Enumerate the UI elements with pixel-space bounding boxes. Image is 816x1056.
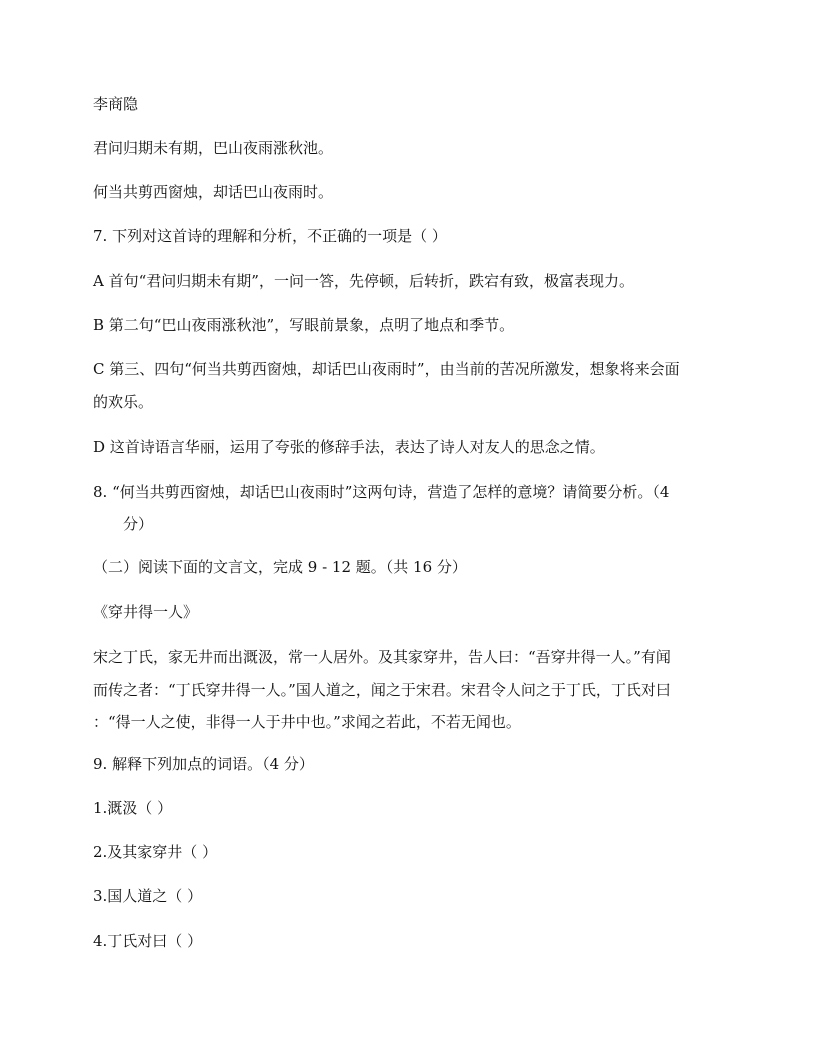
question-7: 7. 下列对这首诗的理解和分析，不正确的一项是（ ）: [93, 227, 447, 245]
section-2-heading: （二）阅读下面的文言文，完成 9 - 12 题。（共 16 分）: [93, 558, 467, 576]
option-a: A 首句“君问归期未有期”，一问一答，先停顿，后转折，跌宕有致，极富表现力。: [93, 272, 634, 290]
option-c-line-2: 的欢乐。: [93, 393, 154, 411]
poem-author: 李商隐: [93, 95, 139, 113]
poem-line-2: 何当共剪西窗烛，却话巴山夜雨时。: [93, 183, 334, 201]
question-9: 9. 解释下列加点的词语。（4 分）: [93, 755, 314, 773]
passage-title: 《穿井得一人》: [93, 603, 199, 621]
option-b: B 第二句“巴山夜雨涨秋池”，写眼前景象，点明了地点和季节。: [93, 316, 515, 334]
question-9-item-4: 4.丁氏对曰（ ）: [93, 932, 203, 950]
passage-line-2: 而传之者：“丁氏穿井得一人。”国人道之，闻之于宋君。宋君令人问之于丁氏，丁氏对曰: [93, 681, 671, 699]
question-9-item-1: 1.溉汲（ ）: [93, 799, 173, 817]
passage-line-3: ：“得一人之使，非得一人于井中也。”求闻之若此，不若无闻也。: [93, 713, 521, 731]
question-9-item-3: 3.国人道之（ ）: [93, 887, 203, 905]
question-8-line-1: 8. “何当共剪西窗烛，却话巴山夜雨时”这两句诗，营造了怎样的意境？请简要分析。（4: [93, 483, 670, 501]
poem-line-1: 君问归期未有期，巴山夜雨涨秋池。: [93, 139, 334, 157]
passage-line-1: 宋之丁氏，家无井而出溉汲，常一人居外。及其家穿井，告人曰：“吾穿井得一人。”有闻: [93, 648, 671, 666]
question-9-item-2: 2.及其家穿井（ ）: [93, 843, 218, 861]
question-8-line-2: 分）: [123, 515, 154, 533]
option-d: D 这首诗语言华丽，运用了夸张的修辞手法，表达了诗人对友人的思念之情。: [93, 438, 605, 456]
option-c-line-1: C 第三、四句“何当共剪西窗烛，却话巴山夜雨时”，由当前的苦况所激发，想象将来会面: [93, 360, 680, 378]
